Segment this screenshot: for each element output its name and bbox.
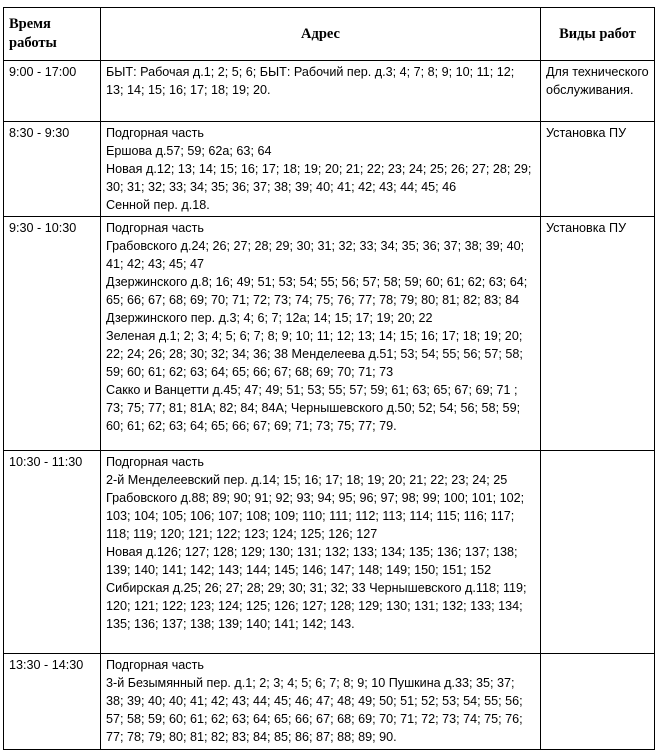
address-line: Подгорная часть (106, 455, 204, 469)
address-line: Сакко и Ванцетти д.45; 47; 49; 51; 53; 55; 57; 59; 61; 63; 65; 67; 69; 71 ; 73; 75; 77; 81; 81А; 82; 84; 84А; Чернышевского д.50; 52; 54; 56; 58; 59; 60; 61; 62; 63; 64; 65; 66; 67; 69; 71; 73; 75; 77; 79. (106, 383, 521, 433)
row-work-type: Для технического обслуживания. (541, 61, 655, 122)
address-line: Дзержинского пер. д.3; 4; 6; 7; 12а; 14; 15; 17; 19; 20; 22 (106, 311, 433, 325)
address-line: Новая д.12; 13; 14; 15; 16; 17; 18; 19; 20; 21; 22; 23; 24; 25; 26; 27; 28; 29; 30; 31; 32; 33; 34; 35; 36; 37; 38; 39; 40; 41; 42; 43; 44; 45; 46 (106, 162, 532, 194)
header-time-line1: Время (9, 16, 51, 32)
table-header-row (4, 8, 655, 61)
address-line: Дзержинского д.8; 16; 49; 51; 53; 54; 55; 56; 57; 58; 59; 60; 61; 62; 63; 64; 65; 66; 67; 68; 69; 70; 71; 72; 73; 74; 75; 76; 77; 78; 79; 80; 81; 82; 83; 84 (106, 275, 528, 307)
address-line: БЫТ: Рабочая д.1; 2; 5; 6; БЫТ: Рабочий пер. д.3; 4; 7; 8; 9; 10; 11; 12; 13; 14; 15; 16; 17; 18; 19; 20. (106, 65, 515, 97)
table-row (4, 451, 655, 654)
outage-schedule-table (3, 7, 655, 750)
address-line: 3-й Безымянный пер. д.1; 2; 3; 4; 5; 6; 7; 8; 9; 10 Пушкина д.33; 35; 37; 38; 39; 40; 40; 41; 42; 43; 44; 45; 46; 47; 48; 49; 50; 51; 52; 53; 54; 55; 56; 57; 58; 59; 60; 61; 62; 63; 64; 65; 66; 67; 68; 69; 70; 71; 72; 73; 74; 75; 76; 77; 78; 79; 80; 81; 82; 83; 84; 85; 86; 87; 88; 89; 90. (106, 676, 523, 744)
address-line: Зеленая д.1; 2; 3; 4; 5; 6; 7; 8; 9; 10; 11; 12; 13; 14; 15; 16; 17; 18; 19; 20; 22; 24; 26; 28; 30; 32; 34; 36; 38 Менделеева д.51; 53; 54; 55; 56; 57; 58; 59; 60; 61; 62; 63; 64; 65; 66; 67; 68; 69; 70; 71; 73 (106, 329, 523, 379)
row-work-type (541, 654, 655, 750)
row-address (101, 654, 541, 750)
address-line: Сенной пер. д.18. (106, 198, 210, 212)
address-line: Подгорная часть (106, 221, 204, 235)
row-address (101, 217, 541, 451)
row-address (101, 122, 541, 217)
address-line: Сибирская д.25; 26; 27; 28; 29; 30; 31; 32; 33 Чернышевского д.118; 119; 120; 121; 122; 123; 124; 125; 126; 127; 128; 129; 130; 131; 132; 133; 134; 135; 136; 137; 138; 139; 140; 141; 142; 143. (106, 581, 527, 631)
table-row (4, 122, 655, 217)
header-time (4, 8, 101, 61)
row-work-type: Установка ПУ (541, 122, 655, 217)
address-line: Подгорная часть (106, 126, 204, 140)
address-line: Ершова д.57; 59; 62а; 63; 64 (106, 144, 272, 158)
table-row (4, 217, 655, 451)
address-line: Грабовского д.24; 26; 27; 28; 29; 30; 31; 32; 33; 34; 35; 36; 37; 38; 39; 40; 41; 42; 43; 45; 47 (106, 239, 525, 271)
table-row (4, 61, 655, 122)
row-address (101, 61, 541, 122)
address-line: Подгорная часть (106, 658, 204, 672)
row-work-type: Установка ПУ (541, 217, 655, 451)
header-address: Адрес (101, 8, 541, 61)
row-time: 10:30 - 11:30 (4, 451, 101, 654)
row-time: 13:30 - 14:30 (4, 654, 101, 750)
table-row (4, 654, 655, 750)
address-line: 2-й Менделеевский пер. д.14; 15; 16; 17; 18; 19; 20; 21; 22; 23; 24; 25 Грабовского д.88; 89; 90; 91; 92; 93; 94; 95; 96; 97; 98; 99; 100; 101; 102; 103; 104; 105; 106; 107; 108; 109; 110; 111; 112; 113; 114; 115; 116; 117; 118; 119; 120; 121; 122; 123; 124; 125; 126; 127 (106, 473, 525, 541)
row-address (101, 451, 541, 654)
header-time-line2: работы (9, 35, 57, 51)
row-work-type (541, 451, 655, 654)
header-work-type: Виды работ (541, 8, 655, 61)
row-time: 9:00 - 17:00 (4, 61, 101, 122)
row-time: 8:30 - 9:30 (4, 122, 101, 217)
row-time: 9:30 - 10:30 (4, 217, 101, 451)
address-line: Новая д.126; 127; 128; 129; 130; 131; 132; 133; 134; 135; 136; 137; 138; 139; 140; 141; 142; 143; 144; 145; 146; 147; 148; 149; 150; 151; 152 (106, 545, 518, 577)
